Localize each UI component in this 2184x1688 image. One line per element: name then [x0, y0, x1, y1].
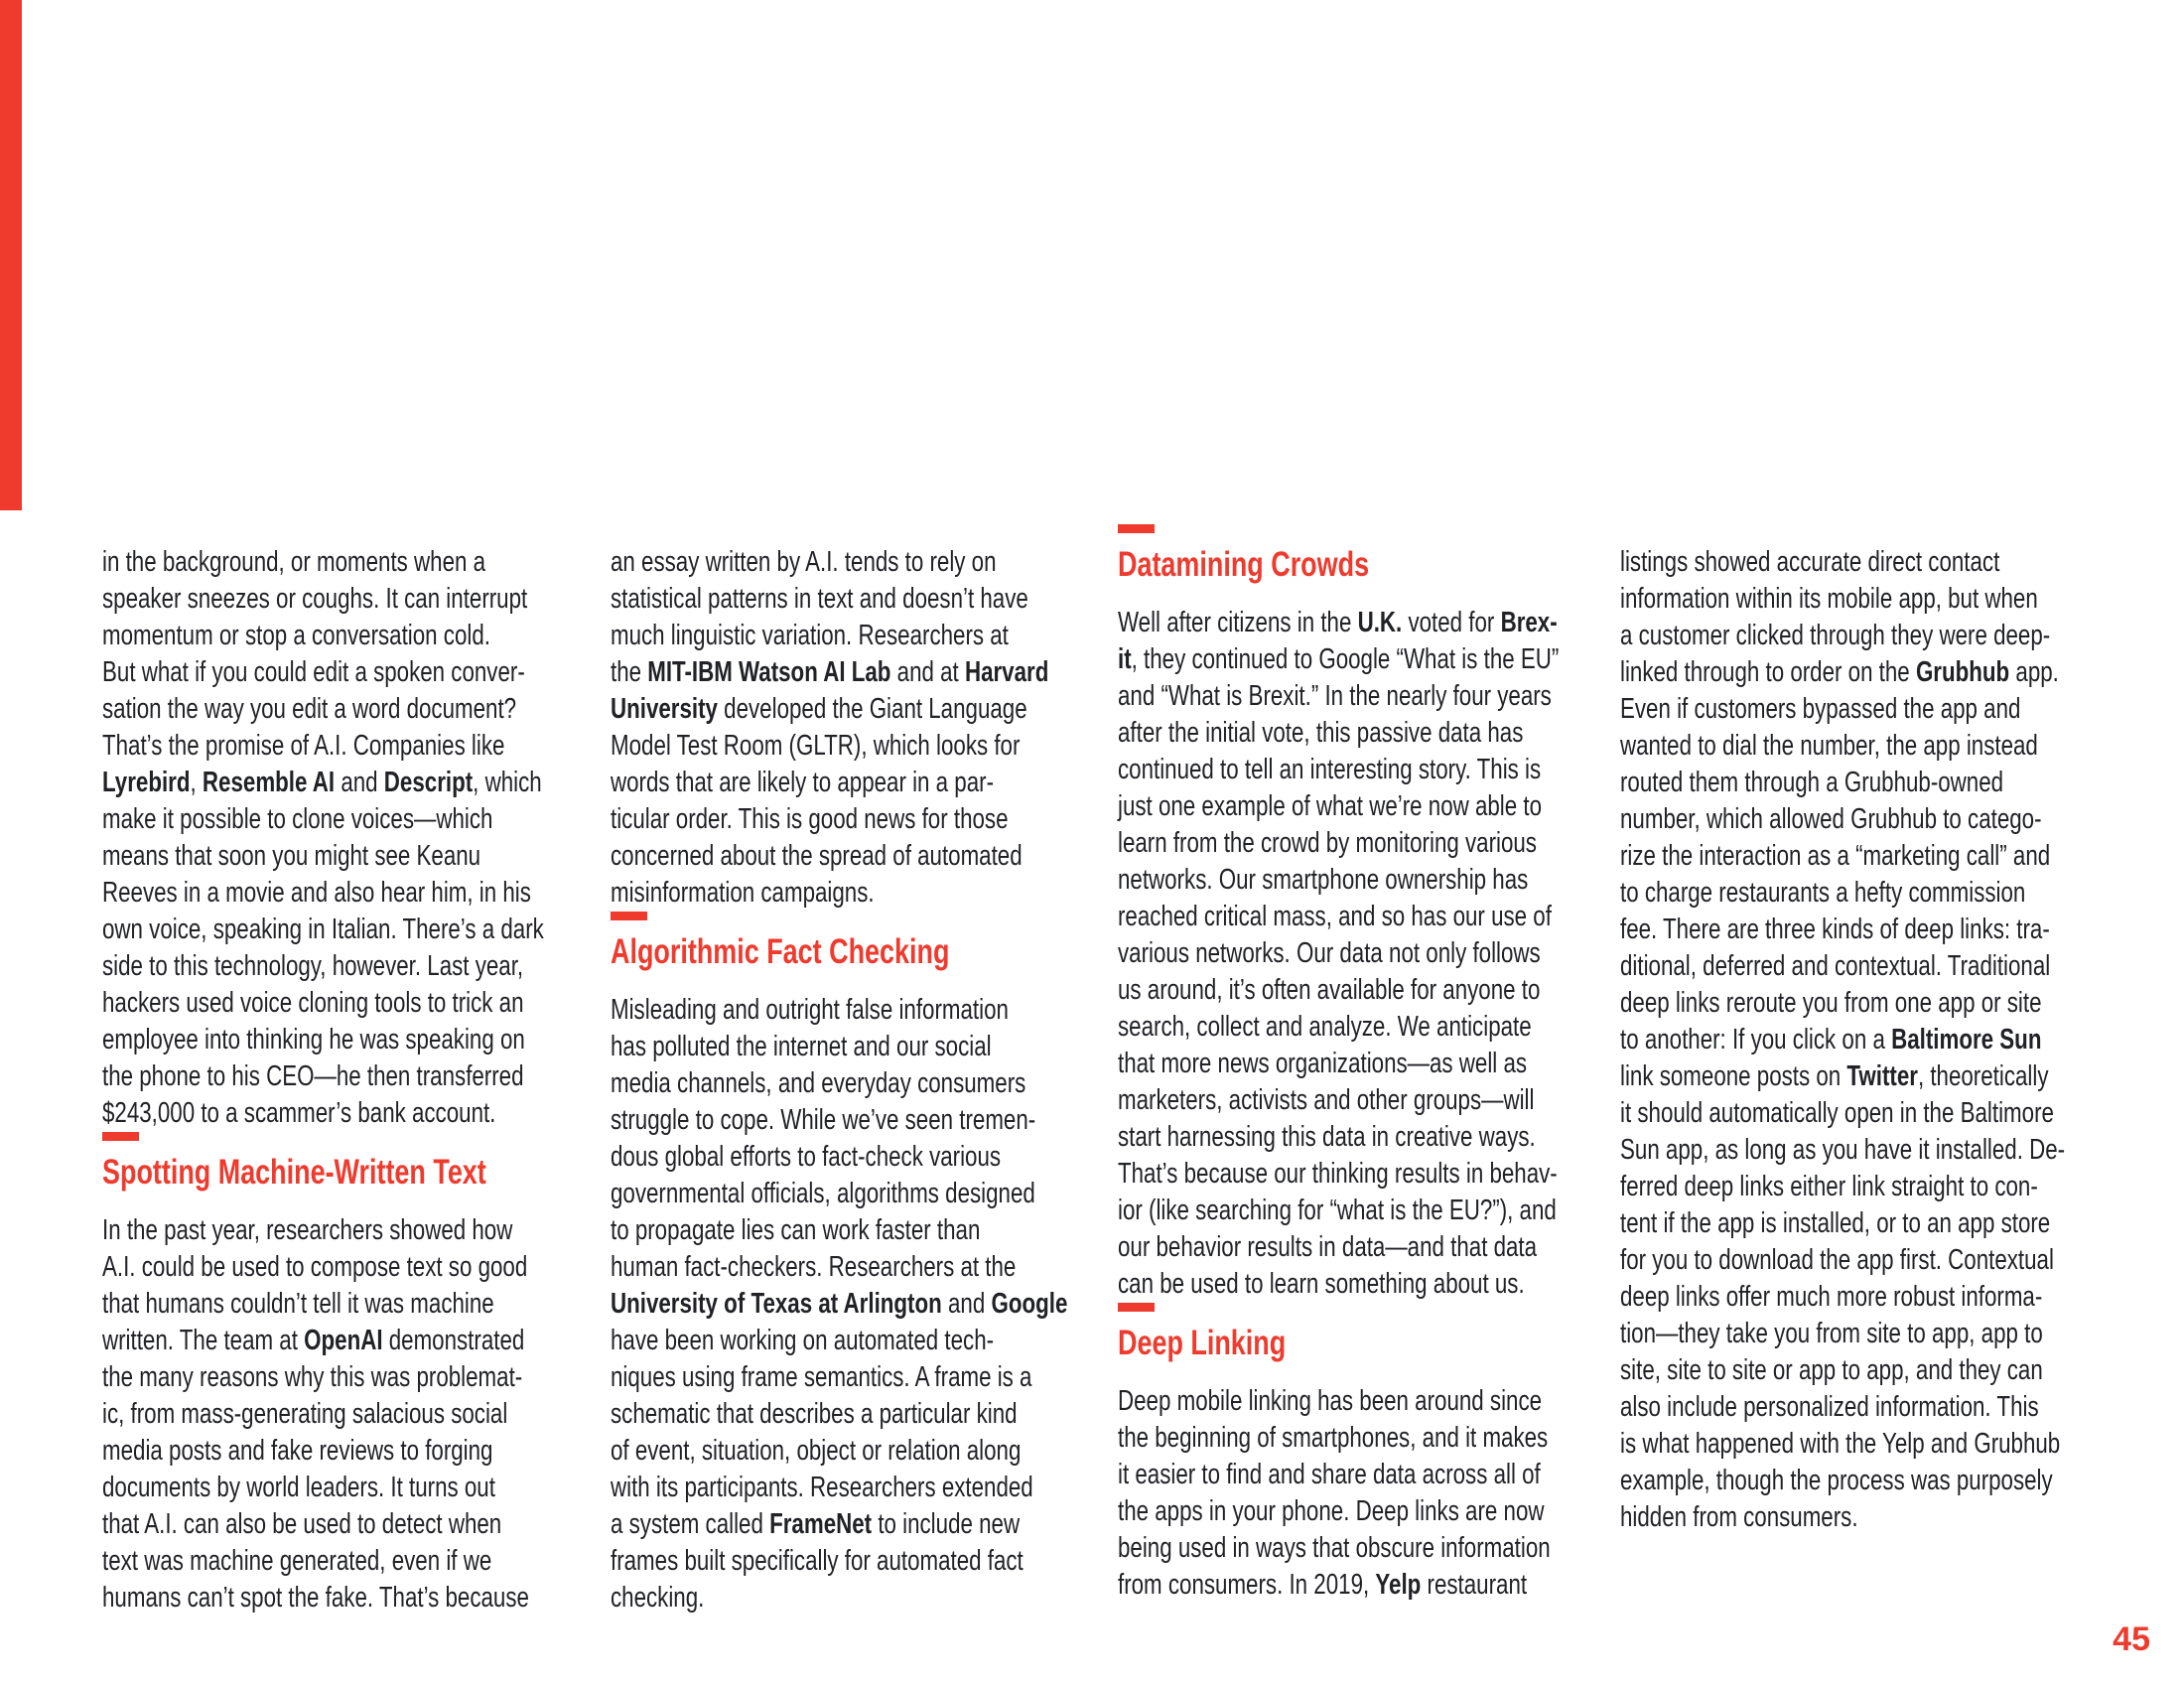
- text-line: ic, from mass-generating salacious social: [102, 1398, 508, 1430]
- text-line: means that soon you might see Keanu: [102, 840, 481, 872]
- text-line: momentum or stop a conversation cold.: [102, 620, 490, 651]
- text-line: to another: If you click on a Baltimore Sun: [1620, 1024, 2042, 1055]
- text-line: that A.I. can also be used to detect when: [102, 1508, 502, 1540]
- text-line: being used in ways that obscure information: [1118, 1532, 1551, 1564]
- heading-accent-dash: [1118, 1303, 1155, 1312]
- bold-text: MIT-IBM Watson AI Lab: [647, 656, 891, 688]
- text-line: have been working on automated tech-: [611, 1325, 995, 1356]
- text-line: it easier to find and share data across all of: [1118, 1459, 1541, 1490]
- text-line: hidden from consumers.: [1620, 1501, 1858, 1533]
- text-line: search, collect and analyze. We anticipate: [1118, 1011, 1532, 1043]
- heading-accent-dash: [102, 1132, 139, 1141]
- section-heading-block: [1118, 524, 1619, 585]
- bold-text: Brex-: [1500, 607, 1558, 638]
- text-line: various networks. Our data not only follows: [1118, 937, 1541, 969]
- page-edge-accent-bar: [0, 0, 22, 510]
- text-line: documents by world leaders. It turns out: [102, 1472, 495, 1503]
- text-line: Model Test Room (GLTR), which looks for: [611, 730, 1021, 762]
- text-line: tent if the app is installed, or to an app store: [1620, 1207, 2051, 1239]
- text-line: misinformation campaigns.: [611, 877, 875, 909]
- text-line: the apps in your phone. Deep links are now: [1118, 1495, 1545, 1527]
- bold-text: FrameNet: [769, 1508, 873, 1540]
- paragraph: [611, 544, 1112, 912]
- text-line: that humans couldn’t tell it was machine: [102, 1288, 494, 1320]
- text-line: the beginning of smartphones, and it makes: [1118, 1422, 1549, 1454]
- paragraph: [1620, 544, 2121, 1536]
- text-line: written. The team at OpenAI demonstrated: [102, 1325, 525, 1356]
- text-line: reached critical mass, and so has our use of: [1118, 901, 1552, 932]
- bold-text: Yelp: [1375, 1569, 1422, 1601]
- text-line: with its participants. Researchers extended: [611, 1472, 1033, 1503]
- text-line: media posts and fake reviews to forging: [102, 1435, 493, 1467]
- text-line: $243,000 to a scammer’s bank account.: [102, 1097, 496, 1129]
- bold-text: Resemble AI: [202, 767, 336, 798]
- text-line: wanted to dial the number, the app instead: [1620, 730, 2038, 762]
- text-line: also include personalized information. This: [1620, 1391, 2039, 1423]
- text-line: ditional, deferred and contextual. Traditional: [1620, 950, 2051, 982]
- bold-text: OpenAI: [304, 1325, 383, 1356]
- text-line: for you to download the app first. Contextual: [1620, 1244, 2054, 1276]
- text-line: University of Texas at Arlington and Google: [611, 1288, 1068, 1320]
- bold-text: it: [1118, 643, 1132, 675]
- text-line: a system called FrameNet to include new: [611, 1508, 1021, 1540]
- text-line: own voice, speaking in Italian. There’s a dark: [102, 914, 544, 945]
- paragraph: [611, 992, 1112, 1617]
- text-line: can be used to learn something about us.: [1118, 1268, 1525, 1300]
- text-line: link someone posts on Twitter, theoretically: [1620, 1060, 2049, 1092]
- text-line: But what if you could edit a spoken conver-: [102, 656, 525, 688]
- text-line: text was machine generated, even if we: [102, 1545, 492, 1577]
- text-line: marketers, activists and other groups—will: [1118, 1084, 1535, 1116]
- text-line: media channels, and everyday consumers: [611, 1067, 1026, 1099]
- bold-text: Grubhub: [1915, 656, 2010, 688]
- text-line: That’s because our thinking results in behav-: [1118, 1158, 1558, 1190]
- text-line: a customer clicked through they were deep-: [1620, 620, 2051, 651]
- heading-accent-dash: [1118, 524, 1155, 533]
- paragraph: [102, 1212, 604, 1617]
- text-line: just one example of what we’re now able to: [1118, 790, 1543, 822]
- text-line: much linguistic variation. Researchers at: [611, 620, 1009, 651]
- text-line: networks. Our smartphone ownership has: [1118, 864, 1529, 896]
- bold-text: Harvard: [964, 656, 1049, 688]
- bold-text: University of Texas at Arlington: [611, 1288, 942, 1320]
- text-line: deep links offer much more robust informa-: [1620, 1281, 2043, 1313]
- section-heading: Algorithmic Fact Checking: [611, 932, 950, 971]
- text-line: of event, situation, object or relation along: [611, 1435, 1022, 1467]
- bold-text: Descript: [383, 767, 474, 798]
- text-column-3: [1118, 524, 1619, 1604]
- text-line: an essay written by A.I. tends to rely on: [611, 546, 997, 578]
- bold-text: Lyrebird: [102, 767, 191, 798]
- text-line: hackers used voice cloning tools to trick an: [102, 987, 524, 1019]
- text-line: Lyrebird, Resemble AI and Descript, which: [102, 767, 542, 798]
- text-line: start harnessing this data in creative ways.: [1118, 1121, 1536, 1153]
- text-line: Even if customers bypassed the app and: [1620, 693, 2021, 725]
- text-line: it should automatically open in the Baltimore: [1620, 1097, 2054, 1129]
- text-line: example, though the process was purposely: [1620, 1465, 2053, 1496]
- text-line: Reeves in a movie and also hear him, in his: [102, 877, 531, 909]
- text-line: schematic that describes a particular kind: [611, 1398, 1018, 1430]
- text-line: That’s the promise of A.I. Companies like: [102, 730, 505, 762]
- text-line: deep links reroute you from one app or site: [1620, 987, 2042, 1019]
- text-line: niques using frame semantics. A frame is a: [611, 1361, 1032, 1393]
- text-line: that more news organizations—as well as: [1118, 1048, 1528, 1079]
- text-column-4: [1620, 544, 2121, 1536]
- text-line: linked through to order on the Grubhub app.: [1620, 656, 2059, 688]
- text-line: words that are likely to appear in a par-: [611, 767, 995, 798]
- paragraph: [1118, 1383, 1619, 1604]
- heading-accent-dash: [611, 912, 647, 920]
- text-line: statistical patterns in text and doesn’t have: [611, 583, 1028, 615]
- text-line: it, they continued to Google “What is the EU”: [1118, 643, 1560, 675]
- text-line: speaker sneezes or coughs. It can interrupt: [102, 583, 528, 615]
- section-heading: Spotting Machine-Written Text: [102, 1153, 486, 1192]
- text-line: learn from the crowd by monitoring various: [1118, 827, 1537, 859]
- text-line: information within its mobile app, but when: [1620, 583, 2038, 615]
- section-heading-block: [611, 912, 1112, 972]
- text-line: and “What is Brexit.” In the nearly four years: [1118, 680, 1552, 712]
- text-line: the MIT-IBM Watson AI Lab and at Harvard: [611, 656, 1049, 688]
- text-line: Sun app, as long as you have it installed. De-: [1620, 1134, 2066, 1166]
- section-heading-block: [1118, 1303, 1619, 1363]
- text-line: University developed the Giant Language: [611, 693, 1027, 725]
- bold-text: Google: [991, 1288, 1068, 1320]
- text-line: site, site to site or app to app, and they can: [1620, 1354, 2043, 1386]
- text-line: ior (like searching for “what is the EU?”), and: [1118, 1195, 1557, 1226]
- text-line: In the past year, researchers showed how: [102, 1214, 513, 1246]
- text-line: Deep mobile linking has been around since: [1118, 1385, 1543, 1417]
- page-number: 45: [2113, 1620, 2150, 1658]
- text-line: frames built specifically for automated fact: [611, 1545, 1024, 1577]
- text-line: Misleading and outright false information: [611, 994, 1009, 1026]
- text-line: to charge restaurants a hefty commission: [1620, 877, 2026, 909]
- text-line: to propagate lies can work faster than: [611, 1214, 981, 1246]
- text-line: in the background, or moments when a: [102, 546, 486, 578]
- text-line: checking.: [611, 1582, 705, 1614]
- text-column-2: [611, 544, 1112, 1617]
- text-line: rize the interaction as a “marketing call” and: [1620, 840, 2051, 872]
- section-heading-block: [102, 1132, 604, 1193]
- text-line: fee. There are three kinds of deep links: tra-: [1620, 914, 2050, 945]
- text-line: listings showed accurate direct contact: [1620, 546, 2000, 578]
- text-line: continued to tell an interesting story. This is: [1118, 754, 1542, 785]
- text-line: from consumers. In 2019, Yelp restaurant: [1118, 1569, 1528, 1601]
- text-line: the many reasons why this was problemat-: [102, 1361, 523, 1393]
- section-heading: Deep Linking: [1118, 1324, 1287, 1362]
- text-column-1: [102, 544, 604, 1617]
- text-line: make it possible to clone voices—which: [102, 803, 493, 835]
- text-line: our behavior results in data—and that data: [1118, 1231, 1538, 1263]
- text-line: struggle to cope. While we’ve seen tremen-: [611, 1104, 1036, 1136]
- bold-text: U.K.: [1357, 607, 1403, 638]
- text-line: employee into thinking he was speaking on: [102, 1024, 525, 1055]
- text-line: A.I. could be used to compose text so good: [102, 1251, 528, 1283]
- text-line: side to this technology, however. Last year,: [102, 950, 524, 982]
- text-line: tion—they take you from site to app, app to: [1620, 1318, 2043, 1349]
- text-line: ferred deep links either link straight to con-: [1620, 1171, 2038, 1202]
- bold-text: University: [611, 693, 718, 725]
- text-line: dous global efforts to fact-check various: [611, 1141, 1002, 1173]
- text-line: governmental officials, algorithms designed: [611, 1178, 1035, 1209]
- bold-text: Baltimore Sun: [1891, 1024, 2042, 1055]
- text-line: after the initial vote, this passive data has: [1118, 717, 1524, 749]
- paragraph: [1118, 605, 1619, 1303]
- text-line: ticular order. This is good news for those: [611, 803, 1009, 835]
- text-line: human fact-checkers. Researchers at the: [611, 1251, 1017, 1283]
- text-line: number, which allowed Grubhub to catego-: [1620, 803, 2042, 835]
- bold-text: Twitter: [1846, 1060, 1918, 1092]
- paragraph: [102, 544, 604, 1132]
- text-line: routed them through a Grubhub-owned: [1620, 767, 2004, 798]
- text-line: has polluted the internet and our social: [611, 1031, 992, 1062]
- text-line: the phone to his CEO—he then transferred: [102, 1060, 524, 1092]
- text-line: Well after citizens in the U.K. voted for Brex-: [1118, 607, 1558, 638]
- text-line: sation the way you edit a word document?: [102, 693, 517, 725]
- section-heading: Datamining Crowds: [1118, 545, 1370, 584]
- text-line: humans can’t spot the fake. That’s because: [102, 1582, 529, 1614]
- text-line: us around, it’s often available for anyone to: [1118, 974, 1541, 1006]
- text-line: concerned about the spread of automated: [611, 840, 1023, 872]
- text-line: is what happened with the Yelp and Grubhub: [1620, 1428, 2061, 1460]
